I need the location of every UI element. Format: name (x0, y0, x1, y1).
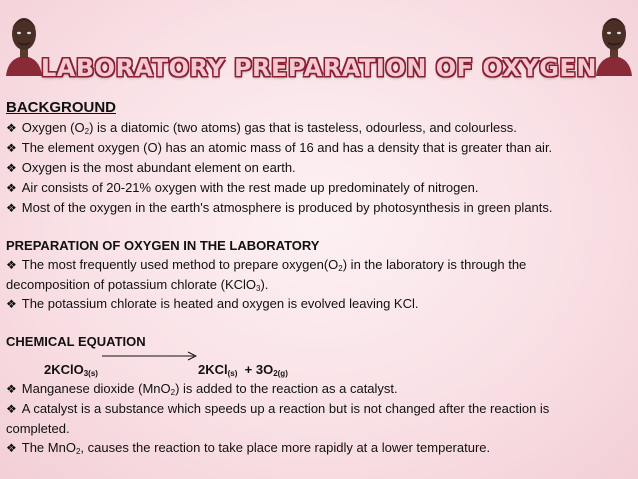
bullet-icon: ❖ (6, 161, 17, 175)
preparation-heading: PREPARATION OF OXYGEN IN THE LABORATORY (6, 238, 320, 253)
background-item: ❖ Oxygen is the most abundant element on earth. (6, 160, 296, 175)
background-heading: BACKGROUND (6, 99, 116, 116)
bullet-icon: ❖ (6, 382, 17, 396)
equation-reactant: 2KClO$_{3(s)}$ (44, 362, 98, 378)
bullet-icon: ❖ (6, 201, 17, 215)
preparation-item: ❖ The potassium chlorate is heated and oxygen is evolved leaving KCl. (6, 296, 419, 311)
chemical-item: ❖ The MnO$_2$, causes the reaction to take place more rapidly at a lower temperature. (6, 440, 491, 456)
bullet-icon: ❖ (6, 297, 17, 311)
equation-products: $2KCl_{(s)} + 3O_{2(g)}$ (198, 362, 288, 378)
chemical-item: ❖ Manganese dioxide (MnO$_2$) is added to the reaction as a catalyst. (6, 381, 398, 397)
background-item: ❖ The element oxygen (O) has an atomic mass of 16 and has a density that is greater than air. (6, 140, 553, 155)
preparation-item: ❖ The most frequently used method to prepare $oxygen(O_2)$ in the laboratory is through the decomposition of potassium chlorate (KClO$_3$). (6, 257, 527, 293)
chemical-item: ❖ A catalyst is a substance which speeds up a reaction but is not changed after the reaction is completed. (6, 401, 550, 436)
bullet-icon: ❖ (6, 181, 17, 195)
slide-content (6, 98, 634, 458)
background-item: ❖ Air consists of 20-21% oxygen with the rest made up predominately of nitrogen. (6, 180, 479, 195)
bullet-icon: ❖ (6, 402, 17, 416)
bullet-icon: ❖ (6, 441, 17, 455)
bullet-icon: ❖ (6, 258, 17, 272)
slide-title: LABORATORY PREPARATION OF OXYGEN (41, 54, 597, 82)
bullet-icon: ❖ (6, 141, 17, 155)
reaction-arrow-icon (102, 351, 197, 361)
chemical-equation-heading: CHEMICAL EQUATION (6, 334, 146, 349)
background-item: ❖ Oxygen $(O_2)$ is a diatomic (two atoms) gas that is tasteless, odourless, and colourless. (6, 120, 517, 136)
background-item: ❖ Most of the oxygen in the earth's atmosphere is produced by photosynthesis in green plants. (6, 200, 553, 215)
bullet-icon: ❖ (6, 121, 17, 135)
chemical-equation (6, 351, 634, 379)
